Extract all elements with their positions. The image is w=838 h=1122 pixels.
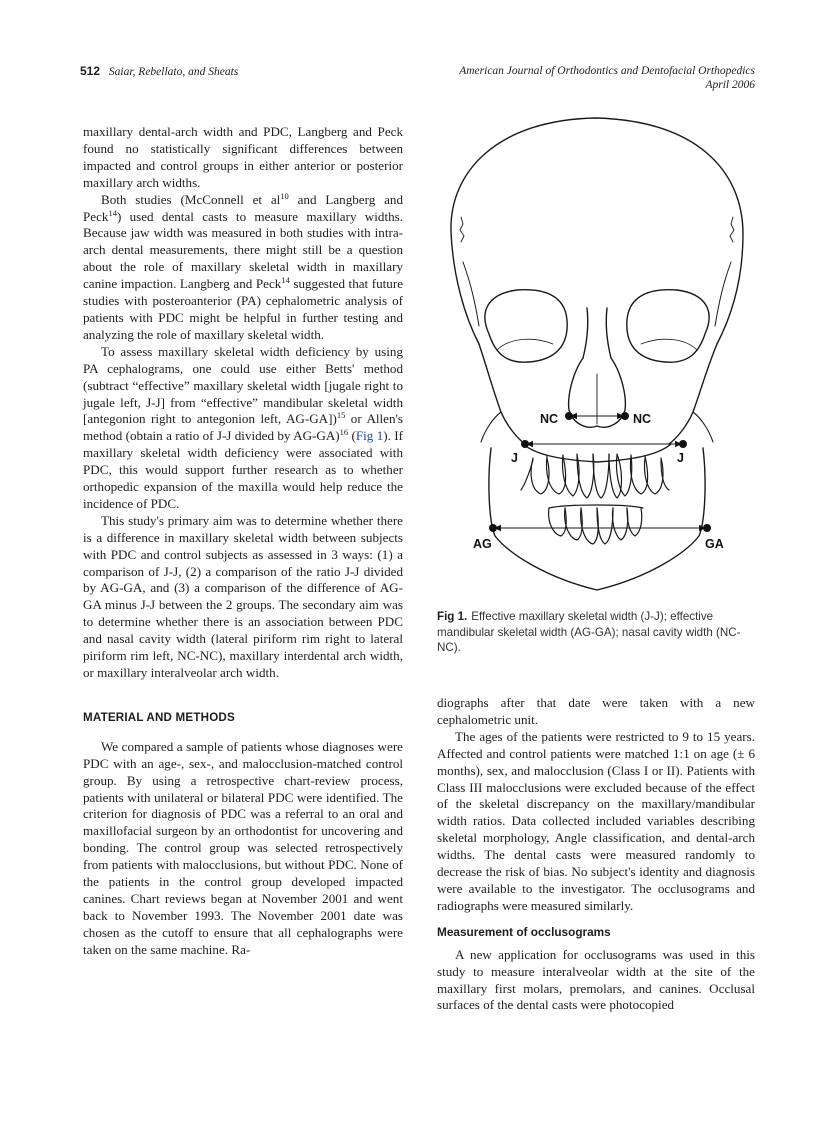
citation-ref[interactable]: 16 <box>339 427 349 438</box>
paragraph: To assess maxillary skeletal width deficiency by using PA cephalograms, one could use either Betts' method (subtract “effective” maxillary skeletal width [jugale right to jugale left, J-J] from “effective” mandibular skeletal width [antegonion right to antegonion left, AG-GA])$^{15}$ or Allen's method (obtain a ratio of J-J divided by AG-GA)$^{16}$ (Fig 1). If maxillary skeletal width deficiency were associated with PDC, this would support further research as to whether orthopedic expansion of the maxilla would help reduce the incidence of PDC. <box>83 343 403 511</box>
orbit-right <box>627 290 709 363</box>
citation-ref[interactable]: 14 <box>108 207 117 218</box>
label-j-left: J <box>511 451 518 465</box>
page-number: 512 <box>80 64 101 78</box>
paragraph: A new application for occlusograms was used in this study to measure interalveolar width at the site of the maxillary first molars, premolars, and canines. Occlusal surfaces of the dental casts were photocopied <box>437 946 755 1013</box>
running-header-left <box>80 64 238 78</box>
running-header-right <box>459 64 755 92</box>
cranium-outline <box>451 118 743 344</box>
citation-ref[interactable]: 15 <box>336 410 346 421</box>
subsection-heading: Measurement of occlusograms <box>437 924 611 939</box>
left-column <box>83 124 403 959</box>
paragraph: The ages of the patients were restricted to 9 to 15 years. Affected and control patients were matched 1:1 on age (± 6 months), sex, and malocclusion (Class I or II). Patients with Class III malocclusions were excluded because of the effect of the skeletal discrepancy on the maxillary/mandibular width ratios. Data collected included variables describing skeletal morphology, Angle classification, and dental-arch widths. The dental casts were measured randomly to decrease the risk of bias. No subject's identity and diagnosis were available to the investigator. The occlusograms and radiographs were measured similarly. <box>437 728 755 913</box>
label-ga: GA <box>705 537 724 551</box>
citation-ref[interactable]: 10 <box>280 190 289 201</box>
journal-title: American Journal of Orthodontics and Dentofacial Orthopedics <box>459 65 755 77</box>
paragraph: We compared a sample of patients whose diagnoses were PDC with an age-, sex-, and malocclusion-matched control group. By using a retrospective chart-review process, patients with unilateral or bilateral PDC were identified. The criterion for diagnosis of PDC was a referral to an oral and maxillofacial surgeon by an orthodontist for uncovering and bonding. The control group was selected retrospectively from patients with malocclusions, but without PDC. None of the patients in the control group developed impacted canines. Chart reviews began at November 2001 and went back to November 1993. The November 2001 date was chosen as the cutoff to ensure that all cephalographs were taken on the same machine. Ra- <box>83 738 403 957</box>
figure-link[interactable]: Fig 1 <box>355 428 384 444</box>
figure-caption <box>437 609 757 656</box>
figure-caption-label: Fig 1. <box>437 610 468 623</box>
author-line: Saiar, Rebellato, and Sheats <box>108 66 239 78</box>
label-nc-left: NC <box>540 412 559 426</box>
citation-ref[interactable]: 14 <box>281 275 290 286</box>
paragraph: diographs after that date were taken with a new cephalometric unit. <box>437 695 755 727</box>
section-heading: MATERIAL AND METHODS <box>83 710 235 724</box>
label-j-right: J <box>677 451 684 465</box>
label-nc-right: NC <box>633 412 652 426</box>
paragraph: maxillary dental-arch width and PDC, Langberg and Peck found no statistically significant differences between impacted and control groups in either anterior or posterior maxillary arch widths. <box>83 124 403 190</box>
figure-caption-text: Effective maxillary skeletal width (J-J); effective mandibular skeletal width (AG-GA); nasal cavity width (NC-NC). <box>437 610 741 654</box>
label-ag: AG <box>473 537 492 551</box>
right-column <box>437 695 755 1014</box>
issue-date: April 2006 <box>705 79 755 91</box>
paragraph: This study's primary aim was to determine whether there is a difference in maxillary skeletal width between subjects with PDC and control subjects as assessed in 3 ways: (1) a comparison of J-J, (2) a comparison of the ratio J-J divided by AG-GA, and (3) a comparison of the difference of AG-GA minus J-J between the 2 groups. The secondary aim was to determine whether there is an association between PDC and nasal cavity width (lateral piriform rim right to lateral piriform rim left, NC-NC), maxillary interdental arch width, or maxillary interalveolar arch width. <box>83 512 403 680</box>
paragraph: Both studies (McConnell et $al^{10}$ and Langberg and Peck$^{14}$) used dental casts to measure maxillary widths. Because jaw width was measured in both studies with intra-arch dental measurements, there might still be a question about the role of maxillary skeletal width in maxillary canine impaction. Langberg and Peck$^{14}$ suggested that future studies with posteroanterior (PA) cephalometric analysis of patients with PDC might be helpful in further testing and analyzing the role of maxillary skeletal width. <box>83 190 404 342</box>
orbit-left <box>485 290 567 363</box>
figure-skull-diagram <box>437 112 757 600</box>
